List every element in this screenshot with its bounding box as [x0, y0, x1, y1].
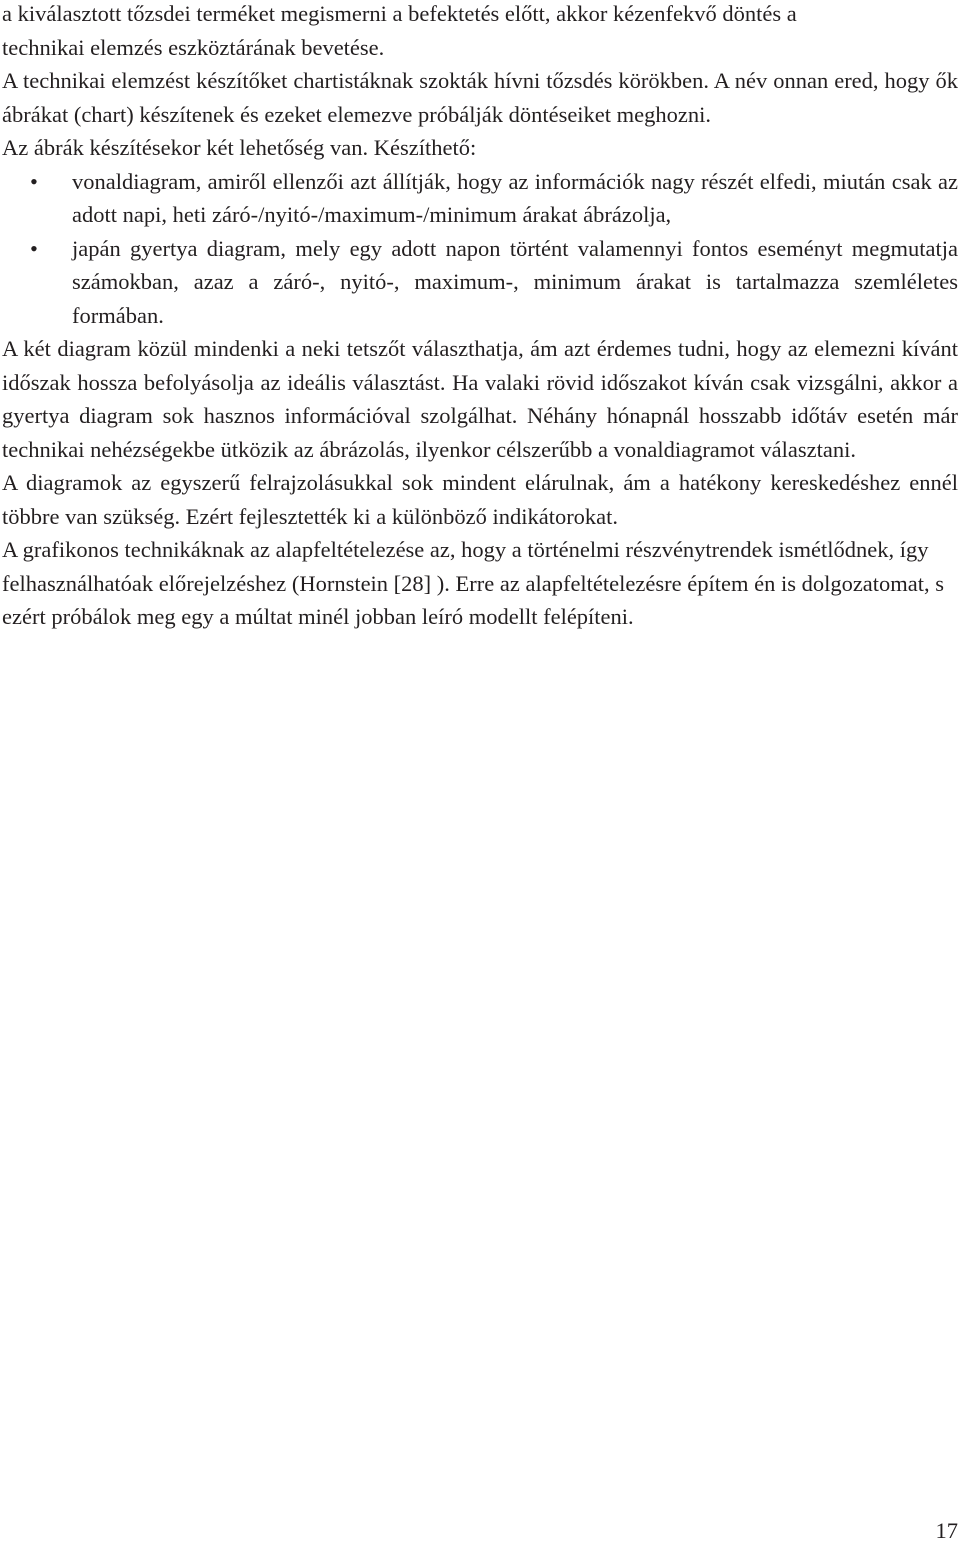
intro-line-1: a kiválasztott tőzsdei terméket megismerni a befektetés előtt, akkor kézenfekvő döntés a [2, 1, 797, 26]
bullet-icon: • [30, 235, 38, 261]
indicators-paragraph: A diagramok az egyszerű felrajzolásukkal sok mindent elárulnak, ám a hatékony kereskedéshez ennél többre van szükség. Ezért fejlesztették ki a különböző indikátorokat. [2, 470, 958, 529]
bullet-icon: • [30, 168, 38, 194]
list-item-candlestick-chart [2, 232, 958, 333]
chartist-paragraph [2, 64, 958, 165]
chartist-sentence-3: Az ábrák készítésekor két lehetőség van. Készíthető: [2, 135, 477, 160]
intro-paragraph [2, 0, 958, 64]
intro-line-2: technikai elemzés eszköztárának bevetése. [2, 34, 385, 60]
diagram-choice-paragraph: A két diagram közül mindenki a neki tetszőt választhatja, ám azt érdemes tudni, hogy az elemezni kívánt időszak hossza befolyásolja az ideális választást. Ha valaki rövid időszakot kíván csak vizsgálni, akkor a gyertya diagram sok hasznos információval szolgálhat. Néhány hónapnál hosszabb időtáv esetén már technikai nehézségekbe ütközik az ábrázolás, ilyenkor célszerűbb a vonaldiagramot választani. [2, 336, 958, 462]
document-body [2, 0, 958, 634]
chartist-sentence-1: A technikai elemzést készítőket chartistáknak szokták hívni tőzsdés körökben. [2, 68, 710, 93]
page-number: 17 [935, 1518, 958, 1543]
chartist-sentence-2: A név onnan ered, hogy ők ábrákat (chart) készítenek és ezeket elemezve próbálják döntéseiket meghozni. [2, 68, 959, 127]
list-item-text: vonaldiagram, amiről ellenzői azt állítják, hogy az információk nagy részét elfedi, miután csak az adott napi, heti záró-/nyitó-/maximum-/minimum árakat ábrázolja, [72, 168, 958, 227]
assumption-paragraph: A grafikonos technikáknak az alapfeltételezése az, hogy a történelmi részvénytrendek ismétlődnek, így felhasználhatóak előrejelzéshez (Hornstein [28] ). Erre az alapfeltételezésre építem én is dolgozatomat, s ezért próbálok meg egy a múltat minél jobban leíró modellt felépíteni. [2, 537, 945, 629]
list-item-text: japán gyertya diagram, mely egy adott napon történt valamennyi fontos eseményt megmutatja számokban, azaz a záró-, nyitó-, maximum-, minimum árakat is tartalmazza szemléletes formában. [72, 235, 958, 328]
diagram-types-list [2, 165, 958, 333]
list-item-line-chart [2, 165, 958, 232]
